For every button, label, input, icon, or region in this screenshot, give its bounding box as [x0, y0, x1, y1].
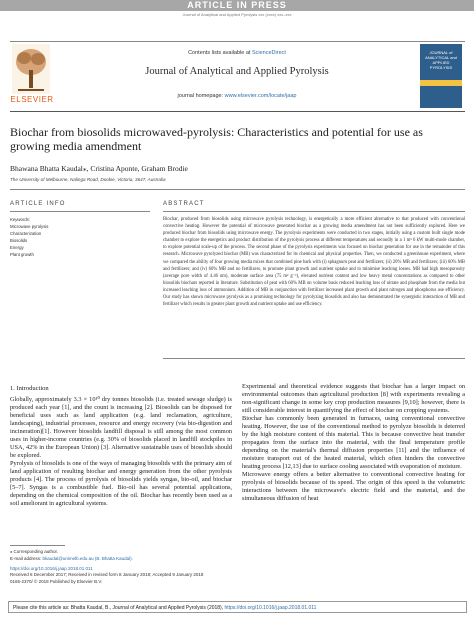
footnotes — [10, 549, 310, 586]
homepage-link[interactable]: www.elsevier.com/locate/jaap — [224, 93, 297, 99]
keywords-label: Keywords: — [10, 217, 31, 222]
introduction-column-left: Globally, approximately 3.3 × 10¹⁰ dry tonnes biosolids (i.e. treated sewage sludge) is produced each year [1], and the count is increasing [2]. Biosolids can be disposed for beneficial uses such as land application (e.g. land reclamation, agriculture, landscaping), industrial processes, resource and energy recovery (via bio-digestion and incineration)[1]. However biosolids landfill disposal is still among the most common uses in higher-income countries (e.g. 30% of biosolids placed in landfill stockpiles in USA, 42% in the European Union) [3]. Alternative sustainable uses of biosolids should be explored. Pyrolysis of biosolids is one of the ways of managing biosolids with the primary aim of land application of resulting biochar and energy generation from the other pyrolysis products [4]. The process of pyrolysis of biosolids yields syngas, bio-oil, and biochar [5–7]. Syngas is a combustible fuel. Bio-oil has several potential applications, depending on the chemical composition of the oil. Biochar has recently been used as a soil ameliorant in agricultural systems. — [10, 396, 232, 507]
abstract-text: Biochar, produced from biosolids using microwave pyrolysis technology, is energetically a more efficient alternative to that produced with conventional convective heating. However the potential of microwave generated biochar as a growing media amendment has not been sufficiently explored. Here we produced biochar from biosolids using microwave energy. The pyrolysis experiments were conducted in two stages, initially using a custom built single mode chamber to explore the energetics and product distribution of the pyrolysis process at different temperatures and secondly in a 1 m³ 6 kW multi-mode chamber, to explore potential scale-up of the process. The second phase of the pyrolysis experiments was focused on biochar generation for use in the remainder of this research. Microwave pyrolyzed biochar (MB) was characterized for its chemical and physical properties. Then, we conducted a greenhouse experiment, where we compared the ability of four growing media mixes that combined pine bark with (i) sphagnum peat and fertilizers; (ii) 20% MB and fertilizers; (iii) 60% MB and fertilizers; and (iv) 60% MB and no fertilizers, to promote plant growth and nutrient uptake and to minimise leaching losses. MB had high mesoporosity (average pore width of 4.46 nm), moderate surface area (75 m² g⁻¹), elevated nutrient content and low heavy metal concentrations as compared to other biosolids biochars reported in literature. Substitution of peat with 60% MB on volume basis reduced leaching loss of nitrate and phosphate from the media but increased leaching loss of ammonium. Addition of MB in conjunction with fertilizer increased plant growth and plant nitrogen and phosphorus use efficiency. Our study has shown microwave pyrolysis as a promising technology for pyrolyzing biosolids and also has demonstrated the synergistic interaction of MB and fertilizer which results in greater plant growth and nutrient uptake and use efficiency. — [163, 217, 465, 308]
citation-box — [8, 601, 467, 613]
banner-subline: Journal of Analytical and Applied Pyrolysis xxx (xxxx) xxx–xxx — [182, 12, 292, 17]
abstract-rule — [163, 211, 465, 212]
email-label: E-mail address: — [10, 555, 42, 561]
publisher-name: ELSEVIER — [10, 95, 54, 104]
abstract-heading: ABSTRACT — [163, 201, 205, 207]
header-bottom-rule — [10, 111, 465, 112]
author-affiliation: The University of Melbourne, Nalinga Road, Dookie, Victoria, 3647, Australia — [10, 177, 166, 182]
journal-title[interactable]: Journal of Analytical and Applied Pyrolysis — [145, 66, 329, 77]
keyword-item: Biosolids — [10, 238, 28, 243]
citation-prefix: Please cite this article as: Bhatta Kaudal, B., Journal of Analytical and Applied Pyrolysis (2018), — [13, 605, 224, 611]
journal-cover-title: JOURNAL of ANALYTICAL and APPLIED PYROLYSIS — [425, 50, 457, 70]
elsevier-tree-logo — [12, 44, 50, 94]
corresponding-author-note: ⁎ Corresponding author. — [10, 549, 59, 554]
introduction-heading: 1. Introduction — [10, 385, 49, 392]
keyword-item: Energy — [10, 245, 24, 250]
article-info-heading: ARTICLE INFO — [10, 201, 66, 207]
contents-prefix: Contents lists available at — [188, 50, 251, 56]
citation-doi-link[interactable]: https://doi.org/10.1016/j.jaap.2018.01.011 — [224, 605, 317, 611]
header-top-rule — [10, 41, 465, 42]
keyword-item: Microwave pyrolysis — [10, 224, 49, 229]
article-title: Biochar from biosolids microwaved-pyrolysis: Characteristics and potential for use as growing media amendment — [10, 125, 423, 153]
email-link[interactable]: bkaudal@unimelb.edu.au (B. Bhatta Kaudal). — [42, 555, 133, 561]
homepage-label: journal homepage: — [177, 93, 224, 99]
keywords-block — [10, 216, 150, 258]
article-in-press-banner: ARTICLE IN PRESS — [0, 0, 474, 11]
abstract-bottom-rule — [163, 358, 465, 359]
section-rule — [10, 189, 465, 190]
doi-link[interactable]: https://doi.org/10.1016/j.jaap.2018.01.011 — [10, 565, 93, 571]
journal-cover-band — [420, 80, 462, 86]
introduction-column-right: Experimental and theoretical evidence suggests that biochar has a larger impact on environmental outcomes than agricultural production [8] with experiments revealing a non-significant change in some key crop production measures [9,10]; however, there is still considerable interest in quantifying the effect of biochar on cropping systems. Biochar has commonly been generated in furnaces, using conventional convective heating. However, the use of the conventional method to pyrolyze biosolids is deterred by the high moisture content of this material. This is because convective heat transfer propagates from the surface into the material, with the final temperature profile depending on the material's thermal diffusion properties [11] and the influence of moisture transport out of the heated material, which often hinders the convective heating process [12,13] due to surface cooling associated with evaporation of moisture. Microwave energy offers a better alternative to conventional convective heating for pyrolysis of biosolids because of its speed. The origin of this speed is the volumetric interactions between the microwave's electric field and the material, and the simultaneous diffusion of heat — [242, 383, 465, 502]
issn-copyright: 0165-2370/ © 2018 Published by Elsevier B.V. — [10, 579, 103, 585]
article-dates: Received 6 December 2017; Received in revised form 8 January 2018; Accepted 9 January 2018 — [10, 572, 204, 578]
journal-homepage — [60, 93, 414, 99]
author-list[interactable]: Bhawana Bhatta Kaudal⁎, Cristina Aponte, Graham Brodie — [10, 164, 188, 173]
keyword-item: Plant growth — [10, 252, 34, 257]
sciencedirect-link[interactable]: ScienceDirect — [251, 50, 286, 56]
contents-line — [60, 50, 414, 56]
email-line — [10, 556, 310, 563]
keyword-item: Characterization — [10, 231, 42, 236]
article-info-rule — [10, 211, 150, 212]
footnote-rule — [10, 545, 65, 546]
